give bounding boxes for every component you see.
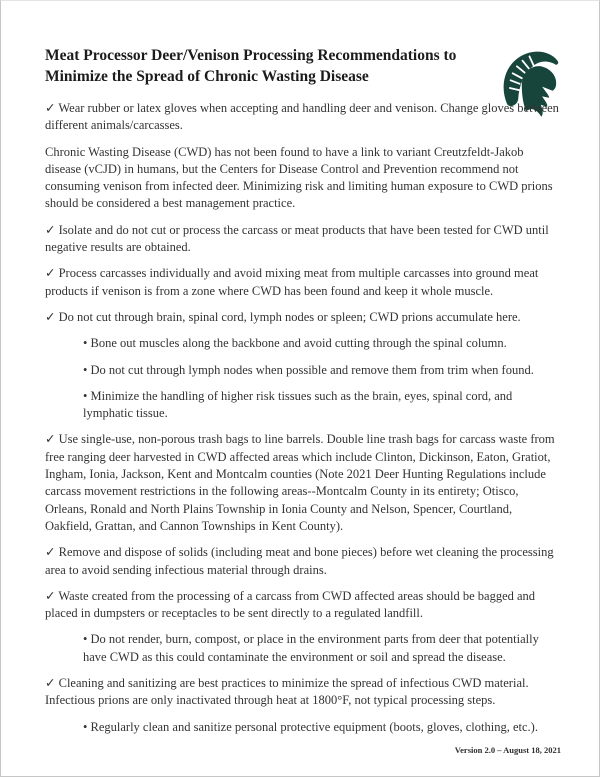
check-mark-icon: ✓ <box>45 266 59 281</box>
check-mark-icon: ✓ <box>45 545 59 560</box>
bullet-icon: • <box>83 719 91 734</box>
checklist-item <box>45 309 561 326</box>
checklist-item <box>45 675 561 710</box>
bullet-item <box>45 631 561 666</box>
bullet-icon: • <box>83 336 91 351</box>
checklist-item <box>45 222 561 257</box>
check-mark-icon: ✓ <box>45 676 59 691</box>
paragraph-text: Use single-use, non-porous trash bags to line barrels. Double line trash bags for carcass waste from free ranging deer harvested in CWD affected areas which include Clinton, Dickinson, Eaton, Gratiot, Ingham, Ionia, Jackson, Kent and Montcalm counties (Note 2021 Deer Hunting Regulations include carcass movement restrictions in the following areas--Montcalm County in its entirety; Otisco, Orleans, Ronald and North Plains Township in Ionia County and Nelson, Spencer, Courtland, Oakfield, Grattan, and Cannon Townships in Kent County). <box>45 432 555 533</box>
title-line-1: Meat Processor Deer/Venison Processing Recommendations to <box>45 47 457 64</box>
paragraph-text: Do not cut through lymph nodes when possible and remove them from trim when found. <box>90 362 534 377</box>
bullet-icon: • <box>83 632 91 647</box>
checklist-item <box>45 431 561 535</box>
paragraph-text: Regularly clean and sanitize personal protective equipment (boots, gloves, clothing, etc.). <box>90 719 538 734</box>
paragraph-text: Wear rubber or latex gloves when accepting and handling deer and venison. Change gloves between different animals/carcasses. <box>45 101 559 133</box>
bullet-item <box>45 362 561 379</box>
bullet-item <box>45 335 561 352</box>
checklist-item <box>45 588 561 623</box>
page-title <box>45 46 495 87</box>
paragraph-text: Do not render, burn, compost, or place in the environment parts from deer that potentially have CWD as this could contaminate the environment or soil and spread the disease. <box>83 632 539 664</box>
bullet-icon: • <box>83 388 91 403</box>
title-line-2: Minimize the Spread of Chronic Wasting Disease <box>45 67 369 85</box>
check-mark-icon: ✓ <box>45 101 59 115</box>
bullet-item <box>45 719 561 736</box>
footer-version: Version 2.0 – August 18, 2021 <box>454 744 561 755</box>
paragraph-text: Do not cut through brain, spinal cord, lymph nodes or spleen; CWD prions accumulate here. <box>58 309 521 324</box>
paragraph-text: Process carcasses individually and avoid mixing meat from multiple carcasses into ground meat products if venison is from a zone where CWD has been found and keep it whole muscle. <box>45 266 539 298</box>
document-body <box>45 100 561 736</box>
paragraph-text: Isolate and do not cut or process the carcass or meat products that have been tested for CWD until negative results are obtained. <box>45 222 549 255</box>
check-mark-icon: ✓ <box>45 432 59 447</box>
check-mark-icon: ✓ <box>45 222 59 237</box>
paragraph-text: Remove and dispose of solids (including meat and bone pieces) before wet cleaning the processing area to avoid sending infectious material through drains. <box>45 545 554 577</box>
check-mark-icon: ✓ <box>45 309 59 324</box>
check-mark-icon: ✓ <box>45 588 59 603</box>
paragraph-text: Minimize the handling of higher risk tissues such as the brain, eyes, spinal cord, and lymphatic tissue. <box>83 388 513 421</box>
checklist-item <box>45 265 561 300</box>
checklist-item <box>45 100 561 135</box>
paragraph-text: Chronic Wasting Disease (CWD) has not been found to have a link to variant Creutzfeldt-Jakob disease (vCJD) in humans, but the Centers for Disease Control and Prevention recommend not consuming venison from infected deer. Minimizing risk and limiting human exposure to CWD prions should be considered a best management practice. <box>45 144 553 211</box>
paragraph-text: Waste created from the processing of a carcass from CWD affected areas should be bagged and placed in dumpsters or receptacles to be sent directly to a regulated landfill. <box>45 588 536 621</box>
bullet-item <box>45 388 561 423</box>
checklist-item <box>45 544 561 579</box>
bullet-icon: • <box>83 362 91 377</box>
document-content <box>45 46 561 755</box>
paragraph-text: Cleaning and sanitizing are best practices to minimize the spread of infectious CWD material. Infectious prions are only inactivated through heat at 1800°F, not typical processing steps. <box>45 676 529 708</box>
paragraph-text: Bone out muscles along the backbone and avoid cutting through the spinal column. <box>90 336 507 351</box>
paragraph <box>45 144 561 213</box>
